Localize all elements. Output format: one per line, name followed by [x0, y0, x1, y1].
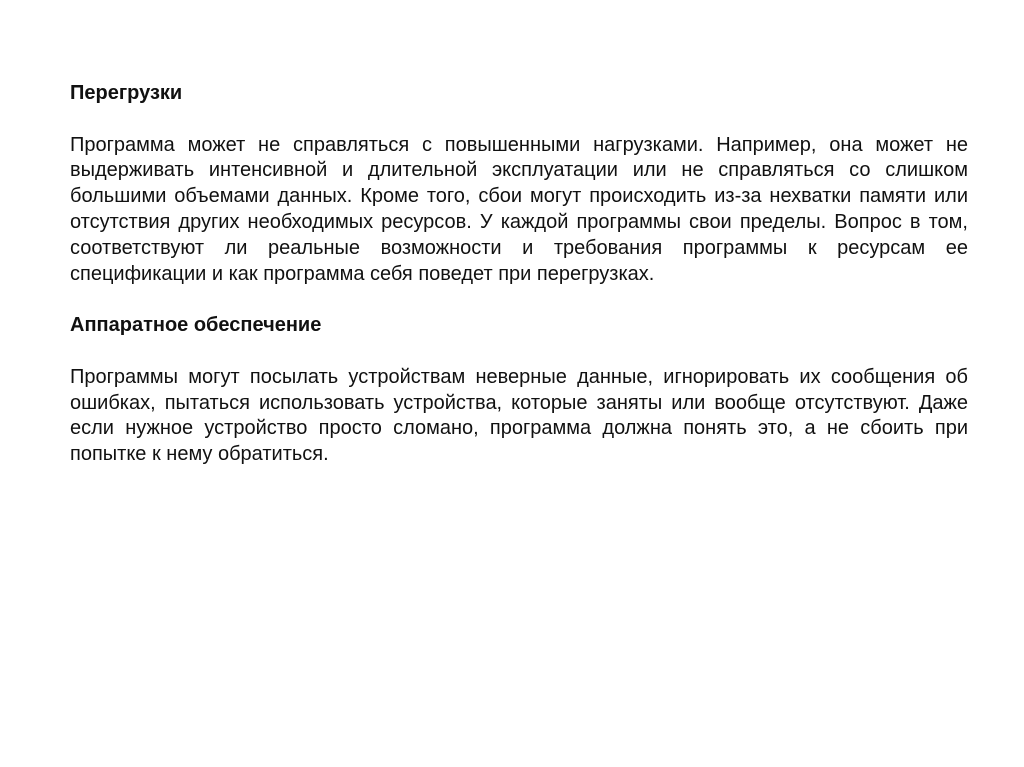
- section-body-overloads: Программа может не справляться с повышенными нагрузками. Например, она может не выдерживать интенсивной и длительной эксплуатации или не справляться со слишком большими объемами данных. Кроме того, сбои могут происходить из-за нехватки памяти или отсутствия других необходимых ресурсов. У каждой программы свои пределы. Вопрос в том, соответствуют ли реальные возможности и требования программы к ресурсам ее спецификации и как программа себя поведет при перегрузках.: [70, 133, 968, 285]
- spacer: [70, 339, 968, 365]
- spacer: [70, 107, 968, 133]
- section-body-hardware: Программы могут посылать устройствам неверные данные, игнорировать их сообщения об ошибках, пытаться использовать устройства, которые заняты или вообще отсутствуют. Даже если нужное устройство просто сломано, программа должна понять это, а не сбоить при попытке к нему обратиться.: [70, 365, 968, 466]
- spacer: [70, 287, 968, 313]
- slide-content: [70, 81, 968, 468]
- section-title-hardware: Аппаратное обеспечение: [70, 314, 322, 337]
- section-title-overloads: Перегрузки: [70, 82, 183, 104]
